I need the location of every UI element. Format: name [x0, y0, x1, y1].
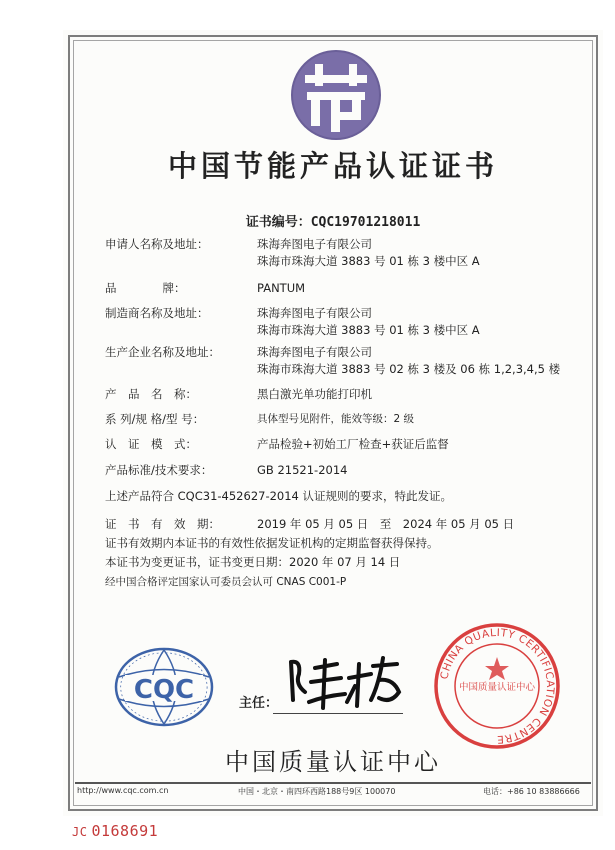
field-value: 产品检验+初始工厂检查+获证后监督: [257, 437, 449, 451]
field-label: 产品标准/技术要求：: [105, 463, 213, 477]
certificate-number: 证书编号：CQC19701218011: [245, 215, 421, 230]
director-label: 主任：: [239, 696, 279, 711]
compliance-statement: 上述产品符合 CQC31-452627-2014 认证规则的要求，特此发证。: [105, 489, 453, 503]
footer-address: 中国・北京・南四环西路188号9区 100070: [238, 787, 396, 796]
certificate-title: 中国节能产品认证证书: [167, 149, 498, 183]
field-label: 制造商名称及地址：: [105, 306, 209, 320]
cqc-logo-text: CQC: [133, 675, 195, 705]
certification-seal-icon: [432, 621, 562, 751]
note-line: 本证书为变更证书，证书变更日期：2020 年 07 月 14 日: [105, 555, 401, 569]
field-label: 生产企业名称及地址：: [105, 345, 220, 359]
serial-number: [72, 822, 158, 840]
signature-image: [275, 648, 410, 718]
field-label: 系 列/规 格/型 号：: [105, 412, 205, 426]
field-label: 认 证 模 式：: [105, 437, 197, 451]
field-value: 珠海市珠海大道 3883 号 02 栋 3 楼及 06 栋 1,2,3,4,5 楼: [257, 362, 561, 376]
field-label: 证 书 有 效 期：: [105, 517, 220, 531]
footer-phone: 电话：+86 10 83886666: [483, 787, 580, 796]
seal-inner-text: 中国质量认证中心: [458, 682, 536, 693]
serial-prefix: JC: [72, 825, 88, 839]
note-line: 证书有效期内本证书的有效性依据发证机构的定期监督获得保持。: [105, 536, 439, 550]
field-value: 珠海奔图电子有限公司: [257, 345, 372, 359]
field-value: 具体型号见附件，能效等级：2 级: [257, 413, 415, 425]
field-value: 珠海市珠海大道 3883 号 01 栋 3 楼中区 A: [257, 254, 480, 268]
field-value: 珠海市珠海大道 3883 号 01 栋 3 楼中区 A: [257, 323, 480, 337]
footer-website: http://www.cqc.com.cn: [77, 786, 169, 795]
field-label: 申请人名称及地址：: [105, 237, 209, 251]
note-line: 经中国合格评定国家认可委员会认可 CNAS C001-P: [105, 576, 347, 588]
field-value: 2019 年 05 月 05 日 至 2024 年 05 月 05 日: [257, 517, 515, 531]
field-value: 黑白激光单功能打印机: [257, 387, 372, 401]
field-value: PANTUM: [257, 281, 306, 295]
footer-divider: [75, 782, 591, 784]
organization-name: 中国质量认证中心: [225, 748, 441, 776]
seal-text: CHINA QUALITY CERTIFICATION CENTRE: [438, 626, 557, 746]
field-label: 产 品 名 称：: [105, 387, 197, 401]
field-value: 珠海奔图电子有限公司: [257, 306, 372, 320]
cqc-logo-icon: [109, 642, 219, 732]
certificate-sheet: [63, 30, 603, 816]
energy-conservation-emblem-icon: [281, 40, 391, 150]
serial-value: 0168691: [91, 822, 159, 840]
field-label: 品 牌：: [105, 281, 186, 295]
field-value: 珠海奔图电子有限公司: [257, 237, 372, 251]
signature-line: [273, 713, 403, 714]
field-value: GB 21521-2014: [257, 463, 348, 477]
